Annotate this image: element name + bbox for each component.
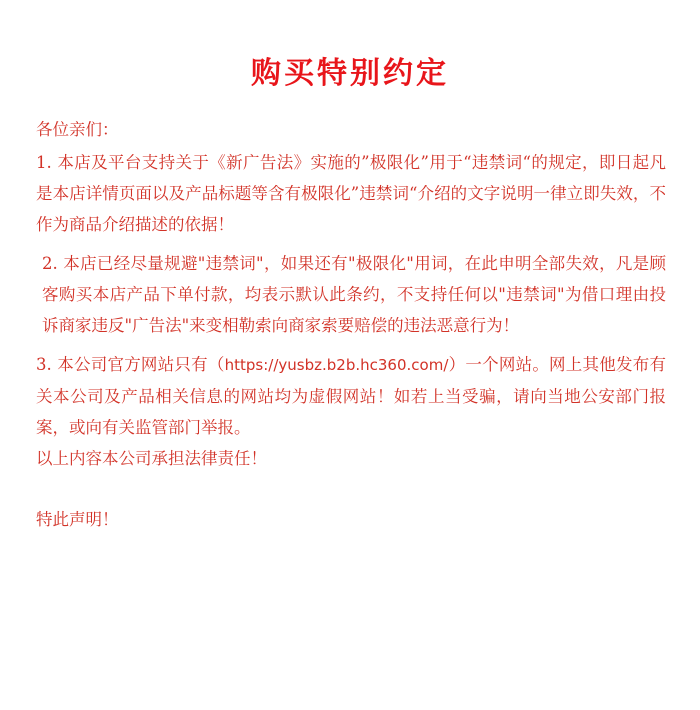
official-website-url: https://yusbz.b2b.hc360.com/ [224,356,449,374]
paragraph-clause-3 [34,341,666,443]
document-body [34,114,666,535]
page-title: 购买特别约定 [251,56,449,91]
paragraph-liability-statement: 以上内容本公司承担法律责任！ [36,449,267,468]
paragraph-clause-2: 2. 本店已经尽量规避"违禁词"，如果还有"极限化"用词，在此申明全部失效，凡是顾客购买本店产品下单付款，均表示默认此条约，不支持任何以"违禁词"为借口理由投诉商家违反"广告法"来变相勒索向商家索要赔偿的违法恶意行为！ [42,254,666,335]
paragraph-salutation: 各位亲们： [36,120,119,139]
clause-3-text-after-url: ）一个网站。网上其他发布有关本公司及产品相关信息的网站均为虚假网站！如若上当受骗，请向当地公安部门报案，或向有关监管部门举报。 [36,355,666,437]
paragraph-clause-1: 1. 本店及平台支持关于《新广告法》实施的”极限化”用于“违禁词“的规定，即日起凡是本店详情页面以及产品标题等含有极限化”违禁词“介绍的文字说明一律立即失效，不作为商品介绍描述的依据！ [36,153,666,234]
paragraph-declaration: 特此声明！ [36,510,119,529]
clause-3-text-before-url: 3. 本公司官方网站只有（ [36,355,225,374]
